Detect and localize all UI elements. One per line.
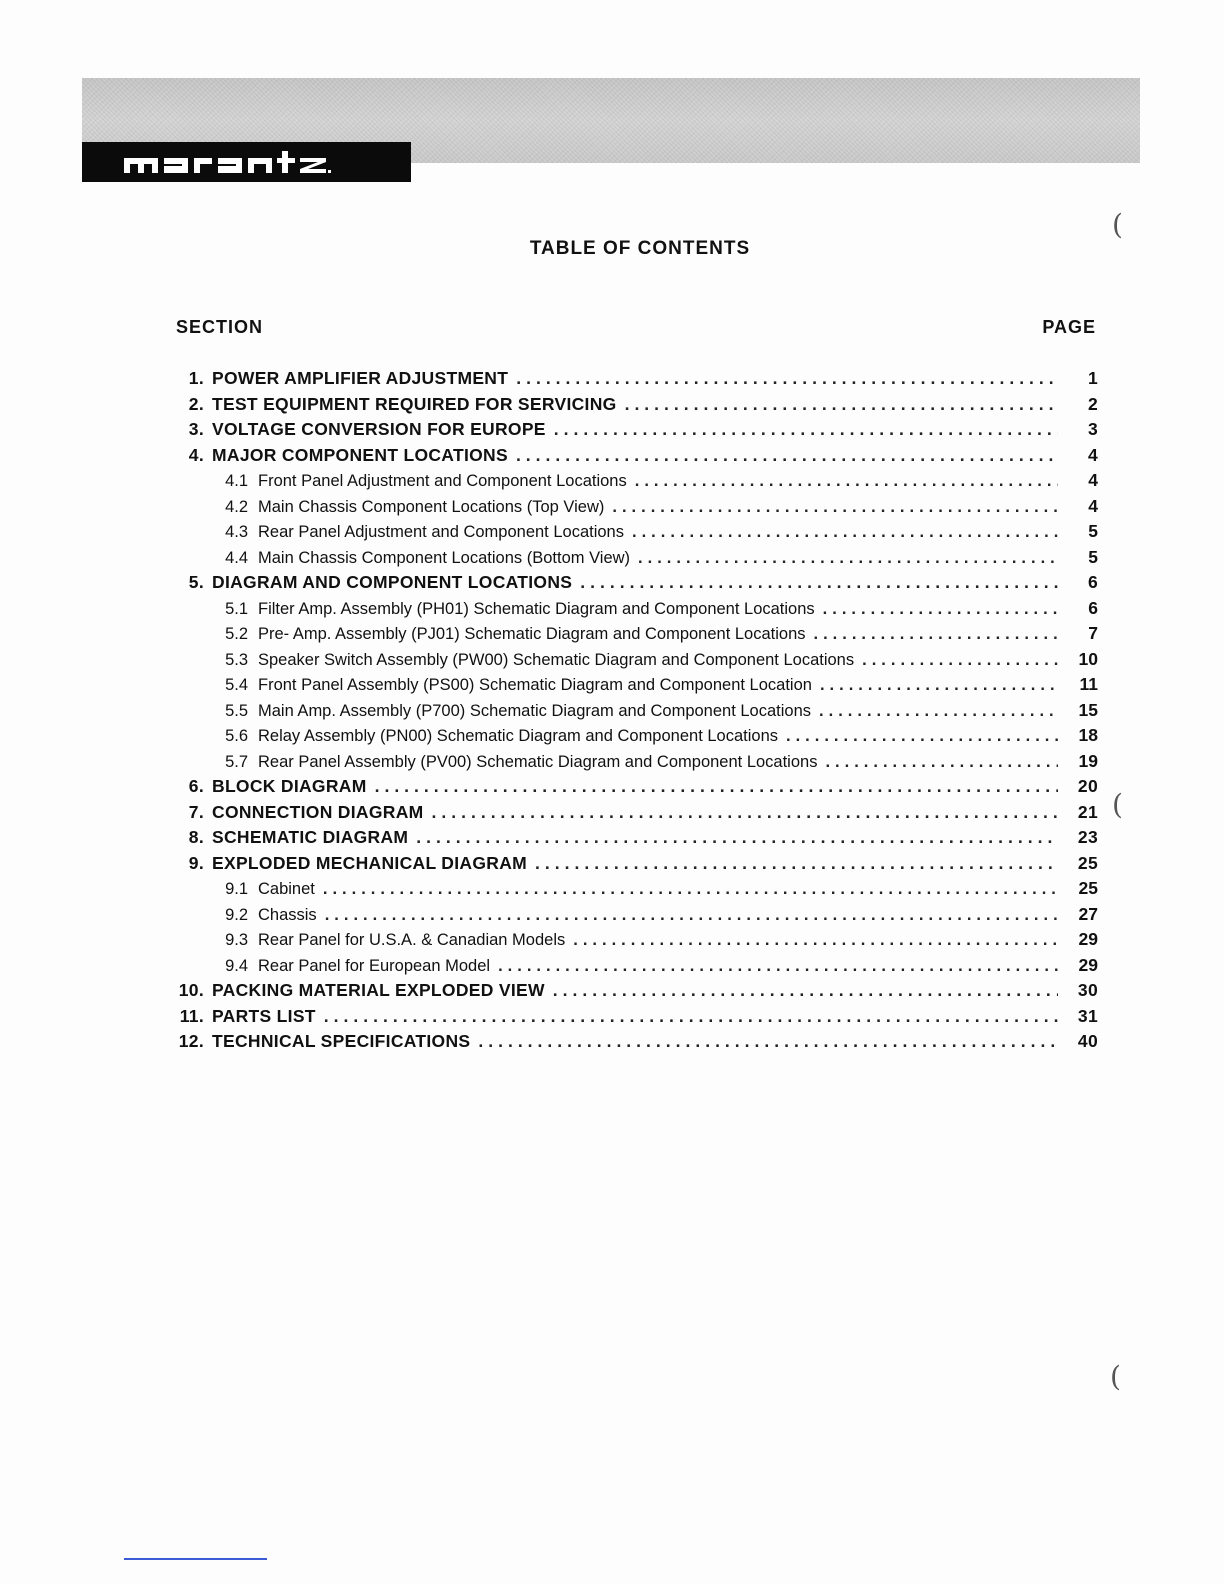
dot-leader xyxy=(516,443,1058,469)
toc-entry-label: Main Amp. Assembly (P700) Schematic Diagram and Component Locations xyxy=(258,701,812,720)
toc-entry-label: DIAGRAM AND COMPONENT LOCATIONS xyxy=(212,572,573,592)
dot-leader xyxy=(498,954,1058,980)
toc-entry xyxy=(178,672,1098,698)
toc-entry xyxy=(178,494,1098,520)
dot-leader xyxy=(825,750,1058,776)
toc-entry xyxy=(178,851,1098,877)
toc-entry-label: Rear Panel for U.S.A. & Canadian Models xyxy=(258,931,566,949)
toc-entry-number: 5. xyxy=(188,572,204,592)
dot-leader xyxy=(862,648,1058,674)
toc-entry xyxy=(178,366,1098,392)
toc-entry xyxy=(178,774,1098,800)
dot-leader xyxy=(554,417,1058,443)
toc-entry-label: Filter Amp. Assembly (PH01) Schematic Diagram and Component Locations xyxy=(258,599,815,618)
toc-entry-number: 3. xyxy=(188,419,204,439)
dot-leader xyxy=(638,546,1058,572)
toc-entry-page: 31 xyxy=(1077,1005,1098,1026)
toc-entry-number: 2. xyxy=(188,393,204,414)
toc-entry-number: 5.5 xyxy=(225,701,248,720)
dot-leader xyxy=(478,1029,1058,1055)
toc-entry-page: 27 xyxy=(1078,903,1098,924)
toc-entry-page: 15 xyxy=(1078,699,1098,720)
toc-entry-page: 4 xyxy=(1087,444,1098,465)
toc-entry xyxy=(178,876,1098,902)
toc-entry xyxy=(178,800,1098,826)
toc-entry-number: 4.3 xyxy=(225,523,248,541)
toc-entry-label: VOLTAGE CONVERSION FOR EUROPE xyxy=(212,419,546,439)
dot-leader xyxy=(632,520,1058,546)
toc-entry-number: 5.3 xyxy=(225,650,248,669)
toc-entry xyxy=(178,545,1098,571)
toc-entry-page: 1 xyxy=(1087,368,1098,388)
toc-entry-page: 20 xyxy=(1077,776,1098,796)
dot-leader xyxy=(573,928,1058,954)
toc-entry-label: Speaker Switch Assembly (PW00) Schematic Diagram and Component Locations xyxy=(258,650,855,669)
toc-entry xyxy=(178,927,1098,953)
page-column-header: PAGE xyxy=(1042,317,1096,337)
scan-mark: ( xyxy=(1110,1360,1121,1393)
toc-entry-page: 18 xyxy=(1078,725,1098,745)
dot-leader xyxy=(516,366,1058,392)
dot-leader xyxy=(323,877,1058,903)
toc-entry-page: 21 xyxy=(1077,801,1098,822)
dot-leader xyxy=(819,699,1058,725)
toc-entry-number: 10. xyxy=(178,980,204,1000)
toc-entry xyxy=(178,647,1098,673)
toc-entry xyxy=(178,1004,1098,1030)
scan-mark: ( xyxy=(1112,208,1123,241)
toc-entry-number: 9.4 xyxy=(225,956,248,975)
toc-entry-label: TECHNICAL SPECIFICATIONS xyxy=(212,1031,471,1051)
dot-leader xyxy=(814,622,1059,648)
dot-leader xyxy=(553,978,1058,1004)
toc-entry xyxy=(178,902,1098,928)
toc-entry-page: 2 xyxy=(1087,393,1098,414)
toc-entry-number: 1. xyxy=(188,368,204,388)
toc-entry-page: 19 xyxy=(1078,750,1098,771)
toc-entry-number: 5.6 xyxy=(225,727,248,745)
toc-entry xyxy=(178,723,1098,749)
toc-entry-label: SCHEMATIC DIAGRAM xyxy=(212,827,409,847)
toc-entry-label: EXPLODED MECHANICAL DIAGRAM xyxy=(212,852,528,873)
toc-entry-number: 11. xyxy=(179,1005,204,1026)
dot-leader xyxy=(820,673,1058,699)
dot-leader xyxy=(535,851,1058,877)
dot-leader xyxy=(625,392,1058,418)
toc-entry xyxy=(178,443,1098,469)
toc-entry-label: Pre- Amp. Assembly (PJ01) Schematic Diagram and Component Locations xyxy=(258,625,806,643)
toc-entry-page: 29 xyxy=(1078,929,1098,949)
section-column-header: SECTION xyxy=(176,317,264,337)
dot-leader xyxy=(580,570,1058,596)
toc-entry-page: 6 xyxy=(1087,572,1098,592)
toc-entry-number: 9.3 xyxy=(225,931,248,949)
toc-entry-label: Cabinet xyxy=(258,880,315,898)
toc-entry-page: 3 xyxy=(1087,419,1098,439)
toc-entry-number: 5.4 xyxy=(225,676,248,694)
dot-leader xyxy=(432,800,1058,826)
toc-entry-page: 7 xyxy=(1088,623,1098,643)
dot-leader xyxy=(324,1004,1058,1030)
toc-entry-page: 4 xyxy=(1088,470,1098,490)
toc-entry xyxy=(178,953,1098,979)
toc-entry xyxy=(178,468,1098,494)
toc-entry-label: Front Panel Adjustment and Component Locations xyxy=(258,472,627,490)
toc-entry xyxy=(178,978,1098,1004)
brand-logo xyxy=(82,142,411,182)
toc-entry-number: 4.1 xyxy=(225,472,248,490)
toc-entry-page: 25 xyxy=(1077,852,1098,873)
toc-entry-label: Main Chassis Component Locations (Bottom View) xyxy=(258,548,631,567)
toc-entry xyxy=(178,698,1098,724)
toc-entry-page: 25 xyxy=(1078,878,1098,898)
dot-leader xyxy=(612,495,1058,521)
toc-entry-number: 5.7 xyxy=(225,752,248,771)
footer-rule xyxy=(124,1558,267,1560)
toc-entry-number: 7. xyxy=(188,801,204,822)
toc-entry-label: POWER AMPLIFIER ADJUSTMENT xyxy=(212,368,509,388)
toc-entry xyxy=(178,417,1098,443)
toc-entry xyxy=(178,749,1098,775)
toc-entry-page: 29 xyxy=(1078,954,1098,975)
toc-entry-page: 5 xyxy=(1088,521,1098,541)
marantz-logo-icon xyxy=(122,149,372,175)
toc-entry-number: 4.2 xyxy=(225,497,248,516)
toc-entry xyxy=(178,519,1098,545)
dot-leader xyxy=(823,597,1058,623)
toc-entry-number: 8. xyxy=(188,827,204,847)
toc-entry-label: Main Chassis Component Locations (Top View) xyxy=(258,497,605,516)
toc-entry-label: BLOCK DIAGRAM xyxy=(212,776,367,796)
toc-entry-label: PARTS LIST xyxy=(212,1005,316,1026)
scan-mark: ( xyxy=(1112,788,1123,821)
toc-entry-page: 5 xyxy=(1088,546,1098,567)
toc-entry-page: 30 xyxy=(1077,980,1098,1000)
toc-entry-number: 6. xyxy=(188,776,204,796)
toc-entry-label: TEST EQUIPMENT REQUIRED FOR SERVICING xyxy=(212,393,617,414)
page-title: TABLE OF CONTENTS xyxy=(529,238,751,259)
toc-entry-number: 5.2 xyxy=(225,625,248,643)
toc-entry-page: 6 xyxy=(1088,597,1098,618)
toc-entry-label: Rear Panel Adjustment and Component Locations xyxy=(258,523,624,541)
toc-entry xyxy=(178,621,1098,647)
toc-entry xyxy=(178,596,1098,622)
toc-entry-page: 40 xyxy=(1077,1031,1098,1051)
toc-entry-label: Chassis xyxy=(258,905,317,924)
toc-entry-number: 5.1 xyxy=(225,599,248,618)
toc-entry-page: 11 xyxy=(1079,674,1098,694)
toc-entry xyxy=(178,1029,1098,1055)
table-of-contents xyxy=(178,366,1098,1055)
dot-leader xyxy=(635,469,1058,495)
toc-entry-label: Rear Panel for European Model xyxy=(258,956,491,975)
toc-entry-label: MAJOR COMPONENT LOCATIONS xyxy=(212,444,508,465)
toc-entry-label: PACKING MATERIAL EXPLODED VIEW xyxy=(212,980,545,1000)
dot-leader xyxy=(786,724,1058,750)
toc-entry-label: Rear Panel Assembly (PV00) Schematic Diagram and Component Locations xyxy=(258,752,818,771)
toc-entry-page: 10 xyxy=(1078,648,1098,669)
toc-entry xyxy=(178,825,1098,851)
toc-entry-number: 12. xyxy=(178,1031,204,1051)
dot-leader xyxy=(325,903,1058,929)
dot-leader xyxy=(416,825,1058,851)
toc-entry-label: Relay Assembly (PN00) Schematic Diagram and Component Locations xyxy=(258,727,778,745)
toc-entry-label: CONNECTION DIAGRAM xyxy=(212,801,424,822)
toc-entry-label: Front Panel Assembly (PS00) Schematic Diagram and Component Location xyxy=(258,676,812,694)
toc-entry-number: 4.4 xyxy=(225,548,248,567)
toc-entry xyxy=(178,392,1098,418)
toc-entry-page: 23 xyxy=(1077,827,1098,847)
toc-entry xyxy=(178,570,1098,596)
toc-entry-number: 9.1 xyxy=(225,880,248,898)
toc-entry-number: 4. xyxy=(188,444,204,465)
dot-leader xyxy=(375,774,1058,800)
toc-entry-number: 9.2 xyxy=(225,905,248,924)
toc-entry-number: 9. xyxy=(188,852,204,873)
toc-entry-page: 4 xyxy=(1088,495,1098,516)
